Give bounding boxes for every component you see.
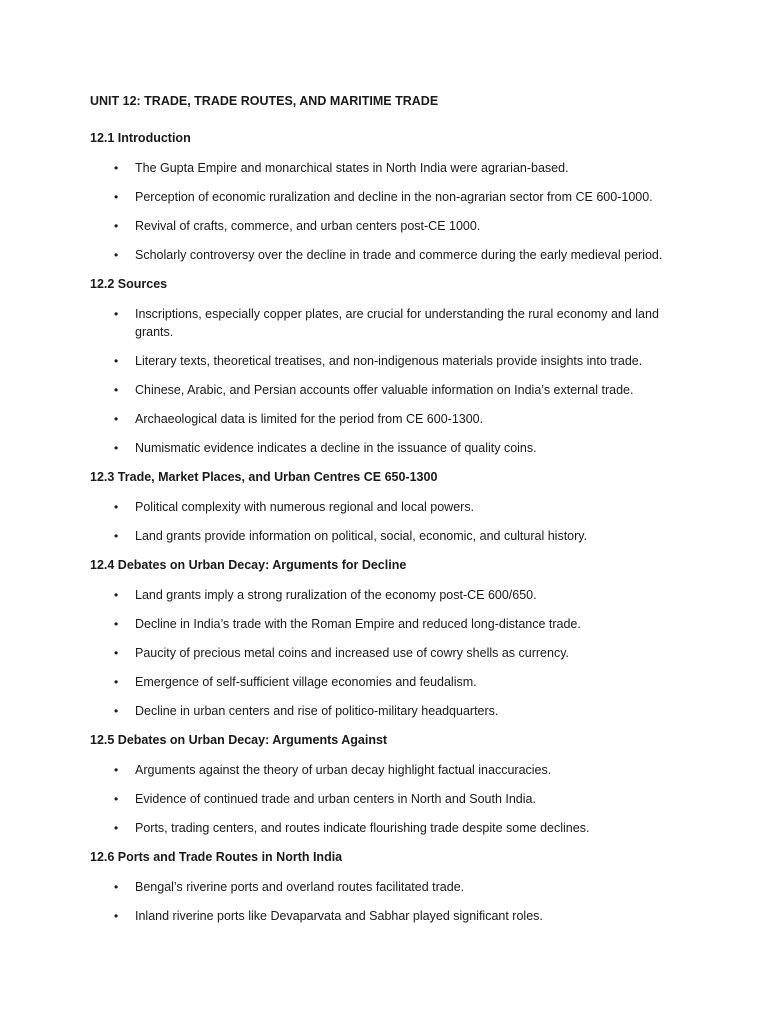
list-item-text: Numismatic evidence indicates a decline in the issuance of quality coins. xyxy=(135,441,537,455)
section-heading: 12.2 Sources xyxy=(90,277,168,291)
list-item xyxy=(90,761,690,779)
bullet-icon: • xyxy=(114,792,119,806)
list-item xyxy=(90,907,690,925)
bullet-icon: • xyxy=(114,354,119,368)
list-item xyxy=(90,217,690,235)
bullet-icon: • xyxy=(114,500,119,514)
bullet-icon: • xyxy=(114,190,119,204)
bullet-icon: • xyxy=(114,646,119,660)
list-item xyxy=(90,246,690,264)
section-heading: 12.1 Introduction xyxy=(90,131,191,145)
bullet-list xyxy=(90,878,690,925)
list-item-text: Inland riverine ports like Devaparvata and Sabhar played significant roles. xyxy=(135,909,543,923)
section-heading: 12.5 Debates on Urban Decay: Arguments Against xyxy=(90,733,388,747)
section xyxy=(90,469,690,545)
list-item-text: Emergence of self-sufficient village economies and feudalism. xyxy=(135,675,477,689)
list-item xyxy=(90,381,690,399)
list-item-text: Paucity of precious metal coins and increased use of cowry shells as currency. xyxy=(135,646,569,660)
bullet-icon: • xyxy=(114,441,119,455)
list-item xyxy=(90,527,690,545)
bullet-icon: • xyxy=(114,307,119,321)
list-item-text: Arguments against the theory of urban decay highlight factual inaccuracies. xyxy=(135,763,552,777)
section xyxy=(90,276,690,457)
list-item-text: Perception of economic ruralization and decline in the non-agrarian sector from CE 600-1000. xyxy=(135,190,653,204)
list-item-text: Revival of crafts, commerce, and urban centers post-CE 1000. xyxy=(135,219,481,233)
section-heading: 12.4 Debates on Urban Decay: Arguments for Decline xyxy=(90,558,407,572)
bullet-icon: • xyxy=(114,704,119,718)
list-item-text: Decline in India’s trade with the Roman Empire and reduced long-distance trade. xyxy=(135,617,581,631)
document-body xyxy=(90,93,690,937)
list-item-text: Ports, trading centers, and routes indicate flourishing trade despite some declines. xyxy=(135,821,590,835)
list-item-text: The Gupta Empire and monarchical states in North India were agrarian-based. xyxy=(135,161,569,175)
list-item-text: Decline in urban centers and rise of politico-military headquarters. xyxy=(135,704,499,718)
list-item xyxy=(90,819,690,837)
bullet-icon: • xyxy=(114,248,119,262)
bullet-list xyxy=(90,159,690,264)
list-item xyxy=(90,644,690,662)
list-item xyxy=(90,615,690,633)
list-item-text: Land grants imply a strong ruralization of the economy post-CE 600/650. xyxy=(135,588,537,602)
list-item-text: Chinese, Arabic, and Persian accounts offer valuable information on India’s external trade. xyxy=(135,383,634,397)
bullet-list xyxy=(90,761,690,837)
list-item-text: Archaeological data is limited for the period from CE 600-1300. xyxy=(135,412,484,426)
bullet-icon: • xyxy=(114,675,119,689)
sections-container xyxy=(90,130,690,925)
list-item xyxy=(90,188,690,206)
section-heading: 12.6 Ports and Trade Routes in North India xyxy=(90,850,343,864)
bullet-list xyxy=(90,305,690,457)
list-item-text: Literary texts, theoretical treatises, and non-indigenous materials provide insights into trade. xyxy=(135,354,643,368)
section xyxy=(90,130,690,264)
section xyxy=(90,732,690,837)
bullet-list xyxy=(90,586,690,720)
list-item xyxy=(90,790,690,808)
bullet-icon: • xyxy=(114,763,119,777)
list-item xyxy=(90,702,690,720)
bullet-icon: • xyxy=(114,821,119,835)
bullet-icon: • xyxy=(114,219,119,233)
list-item-text: Evidence of continued trade and urban centers in North and South India. xyxy=(135,792,536,806)
bullet-icon: • xyxy=(114,161,119,175)
list-item xyxy=(90,305,690,341)
bullet-icon: • xyxy=(114,529,119,543)
list-item xyxy=(90,586,690,604)
bullet-icon: • xyxy=(114,588,119,602)
section-heading: 12.3 Trade, Market Places, and Urban Centres CE 650-1300 xyxy=(90,470,438,484)
list-item xyxy=(90,673,690,691)
document-title: UNIT 12: TRADE, TRADE ROUTES, AND MARITIME TRADE xyxy=(90,94,439,108)
section xyxy=(90,557,690,720)
bullet-icon: • xyxy=(114,383,119,397)
list-item xyxy=(90,498,690,516)
list-item xyxy=(90,159,690,177)
list-item-text: Political complexity with numerous regional and local powers. xyxy=(135,500,475,514)
list-item-text: Scholarly controversy over the decline in trade and commerce during the early medieval period. xyxy=(135,248,663,262)
bullet-icon: • xyxy=(114,412,119,426)
list-item xyxy=(90,439,690,457)
list-item-text: Bengal’s riverine ports and overland routes facilitated trade. xyxy=(135,880,465,894)
list-item xyxy=(90,410,690,428)
bullet-icon: • xyxy=(114,880,119,894)
list-item-text: Inscriptions, especially copper plates, are crucial for understanding the rural economy and land grants. xyxy=(135,307,659,339)
bullet-icon: • xyxy=(114,909,119,923)
bullet-icon: • xyxy=(114,617,119,631)
bullet-list xyxy=(90,498,690,545)
list-item xyxy=(90,878,690,896)
list-item xyxy=(90,352,690,370)
list-item-text: Land grants provide information on political, social, economic, and cultural history. xyxy=(135,529,588,543)
section xyxy=(90,849,690,925)
